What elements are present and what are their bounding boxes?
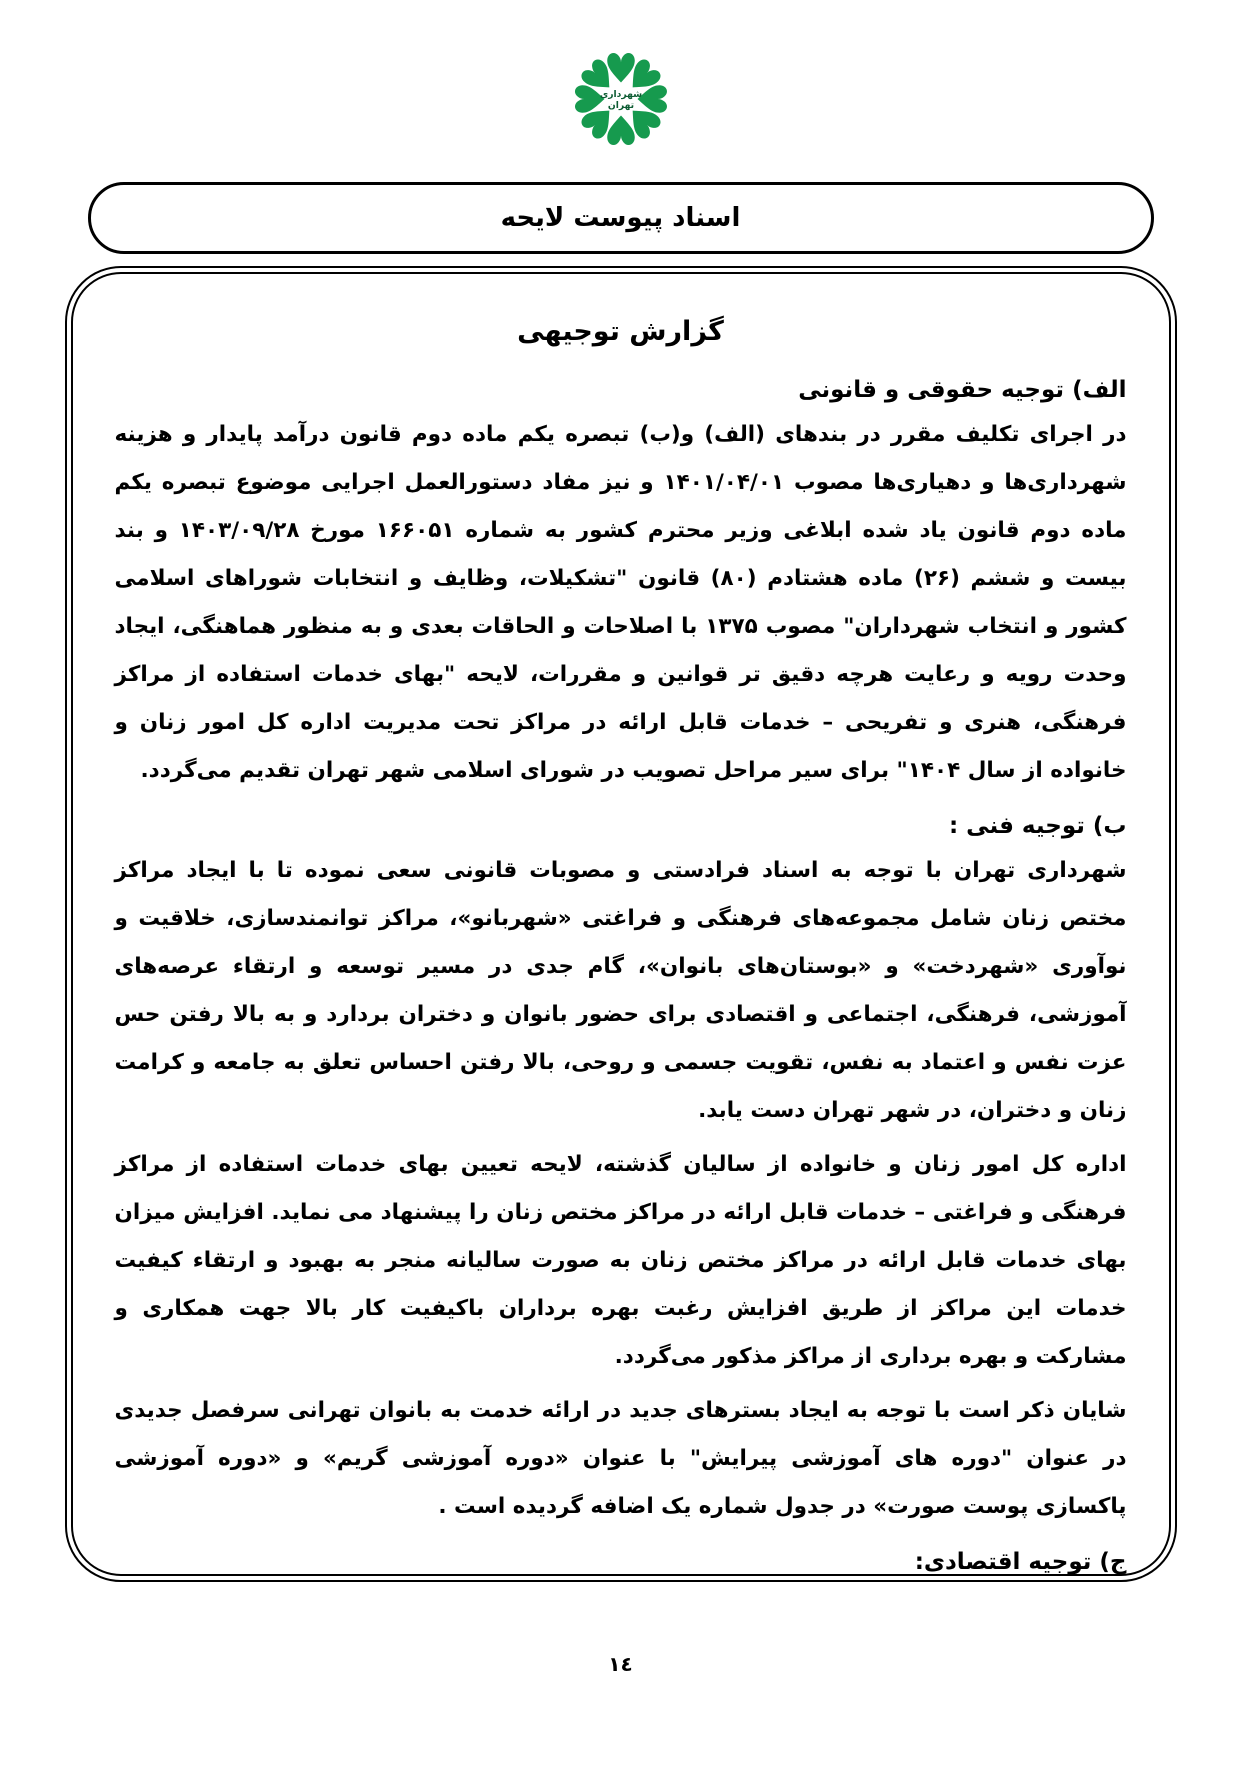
section-b-paragraph-1: شهرداری تهران با توجه به اسناد فرادستی و مصوبات قانونی سعی نموده تا با ایجاد مراکز مختص زنان شامل مجموعه‌های فرهنگی و فراغتی «شهربانو»، مراکز توانمندسازی، خلاقیت و نوآوری «شهردخت» و «بوستان‌های بانوان»، گام جدی در مسیر توسعه و ارتقاء عرصه‌های آموزشی، فرهنگی، اجتماعی و اقتصادی برای حضور بانوان و دختران بردارد و به بالا رفتن حس عزت نفس و اعتماد به نفس، تقویت جسمی و روحی، بالا رفتن احساس تعلق به جامعه و کرامت زنان و دختران، در شهر تهران دست یابد. bbox=[114, 858, 1127, 1123]
tehran-municipality-logo-image bbox=[564, 44, 678, 154]
banner-title: اسناد پیوست لایحه bbox=[500, 203, 741, 233]
section-b-paragraph-2: اداره کل امور زنان و خانواده از سالیان گذشته، لایحه تعیین بهای خدمات استفاده از مراکز فرهنگی و فراغتی – خدمات قابل ارائه در مراکز مختص زنان را پیشنهاد می نماید. افزایش میزان بهای خدمات قابل ارائه در مراکز مختص زنان به صورت سالیانه منجر به بهبود و ارتقاء کیفیت خدمات این مراکز از طریق افزایش رغبت بهره برداران باکیفیت کار بالا جهت همکاری و مشارکت و بهره برداری از مراکز مذکور می‌گردد. bbox=[114, 1152, 1127, 1369]
section-a-paragraph: در اجرای تکلیف مقرر در بندهای (الف) و(ب) تبصره یکم ماده دوم قانون درآمد پایدار و هزینه شهرداری‌ها و دهیاری‌ها مصوب ۱۴۰۱/۰۴/۰۱ و نیز مفاد دستورالعمل اجرایی موضوع تبصره یکم ماده دوم قانون یاد شده ابلاغی وزیر محترم کشور به شماره ۱۶۶۰۵۱ مورخ ۱۴۰۳/۰۹/۲۸ و بند بیست و ششم (۲۶) ماده هشتادم (۸۰) قانون "تشکیلات، وظایف و انتخابات شوراهای اسلامی کشور و انتخاب شهرداران" مصوب ۱۳۷۵ با اصلاحات و الحاقات بعدی و به منظور هماهنگی، ایجاد وحدت رویه و رعایت هرچه دقیق تر قوانین و مقررات، لایحه "بهای خدمات استفاده از مراکز فرهنگی، هنری و تفریحی – خدمات قابل ارائه در مراکز تحت مدیریت اداره کل امور زنان و خانواده از سال ۱۴۰۴" برای سیر مراحل تصویب در شورای اسلامی شهر تهران تقدیم می‌گردد. bbox=[114, 422, 1127, 783]
section-b-heading: ب) توجیه فنی : bbox=[948, 813, 1127, 839]
report-title: گزارش توجیهی bbox=[517, 316, 724, 347]
report-box bbox=[65, 266, 1177, 1582]
section-a-heading: الف) توجیه حقوقی و قانونی bbox=[798, 377, 1127, 403]
section-b-paragraph-3: شایان ذکر است با توجه به ایجاد بسترهای جدید در ارائه خدمت به بانوان تهرانی سرفصل جدیدی در عنوان "دوره های آموزشی پیرایش" با عنوان «دوره آموزشی گریم» و «دوره آموزشی پاکسازی پوست صورت» در جدول شماره یک اضافه گردیده است . bbox=[114, 1398, 1127, 1519]
logo-calligraphy-line1: شهرداری bbox=[599, 89, 642, 101]
document-footer bbox=[0, 1652, 1241, 1676]
section-c-heading: ج) توجیه اقتصادی: bbox=[914, 1549, 1127, 1575]
logo-calligraphy-line2: تهران bbox=[607, 100, 634, 112]
page-number: ١٤ bbox=[608, 1652, 633, 1676]
report-box-inner bbox=[71, 272, 1171, 1576]
tehran-municipality-logo bbox=[564, 44, 678, 154]
document-header bbox=[0, 0, 1241, 254]
attachment-banner bbox=[88, 182, 1154, 254]
